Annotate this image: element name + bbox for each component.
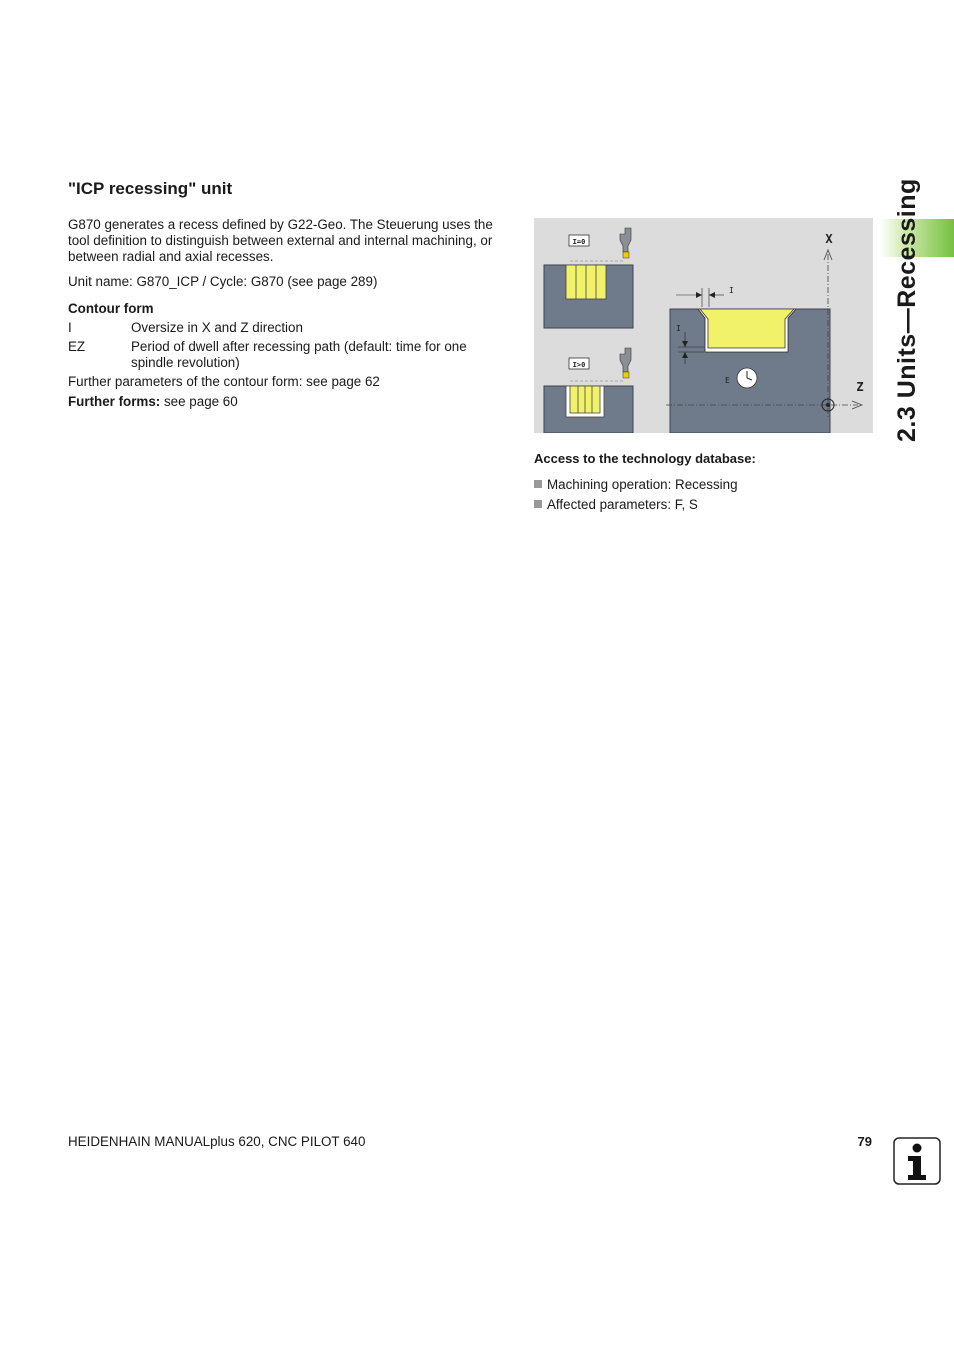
further-params: Further parameters of the contour form: see page 62 bbox=[68, 374, 380, 389]
dim-i-horizontal: I bbox=[729, 286, 734, 295]
main-workpiece bbox=[666, 232, 864, 433]
further-forms-label: Further forms: bbox=[68, 394, 161, 409]
axis-x-label: X bbox=[825, 232, 833, 246]
recess-illustration bbox=[534, 218, 873, 433]
chapter-title: 2.3 Units—Recessing bbox=[893, 178, 921, 442]
dim-i-vertical: I bbox=[676, 324, 681, 333]
bullet-square-icon bbox=[534, 500, 542, 508]
dwell-label: E bbox=[725, 376, 730, 385]
badge-top: I=0 bbox=[572, 238, 586, 246]
param-key: I bbox=[68, 320, 72, 335]
bullet-square-icon bbox=[534, 480, 542, 488]
further-forms bbox=[68, 394, 504, 410]
tool-icon bbox=[620, 228, 631, 252]
param-key: EZ bbox=[68, 339, 86, 354]
tool-icon bbox=[620, 348, 631, 372]
footer-manual: HEIDENHAIN MANUALplus 620, CNC PILOT 640 bbox=[68, 1134, 366, 1149]
param-row-i bbox=[68, 320, 504, 336]
tech-db-heading: Access to the technology database: bbox=[534, 451, 756, 466]
list-item-text: Machining operation: Recessing bbox=[547, 477, 738, 492]
panel-i-positive bbox=[544, 348, 633, 433]
list-item-text: Affected parameters: F, S bbox=[547, 497, 698, 512]
unit-name: Unit name: G870_ICP / Cycle: G870 (see page 289) bbox=[68, 274, 378, 289]
badge-bottom: I>0 bbox=[572, 361, 586, 369]
param-row-ez bbox=[68, 339, 504, 371]
recess-diagram bbox=[534, 218, 873, 433]
info-icon bbox=[893, 1137, 941, 1185]
panel-i-zero bbox=[544, 228, 633, 328]
param-desc: Oversize in X and Z direction bbox=[131, 320, 303, 335]
page-number: 79 bbox=[857, 1134, 872, 1149]
contour-form-heading: Contour form bbox=[68, 301, 154, 316]
list-item bbox=[534, 477, 738, 493]
intro-paragraph: G870 generates a recess defined by G22-Geo. The Steuerung uses the tool definition to distinguish between external and internal machining, or between radial and axial recesses. bbox=[68, 217, 493, 264]
section-title: "ICP recessing" unit bbox=[68, 179, 233, 198]
param-desc: Period of dwell after recessing path (default: time for one spindle revolution) bbox=[131, 339, 467, 370]
further-forms-text: see page 60 bbox=[160, 394, 238, 409]
axis-z-label: Z bbox=[856, 380, 864, 394]
list-item bbox=[534, 497, 698, 513]
